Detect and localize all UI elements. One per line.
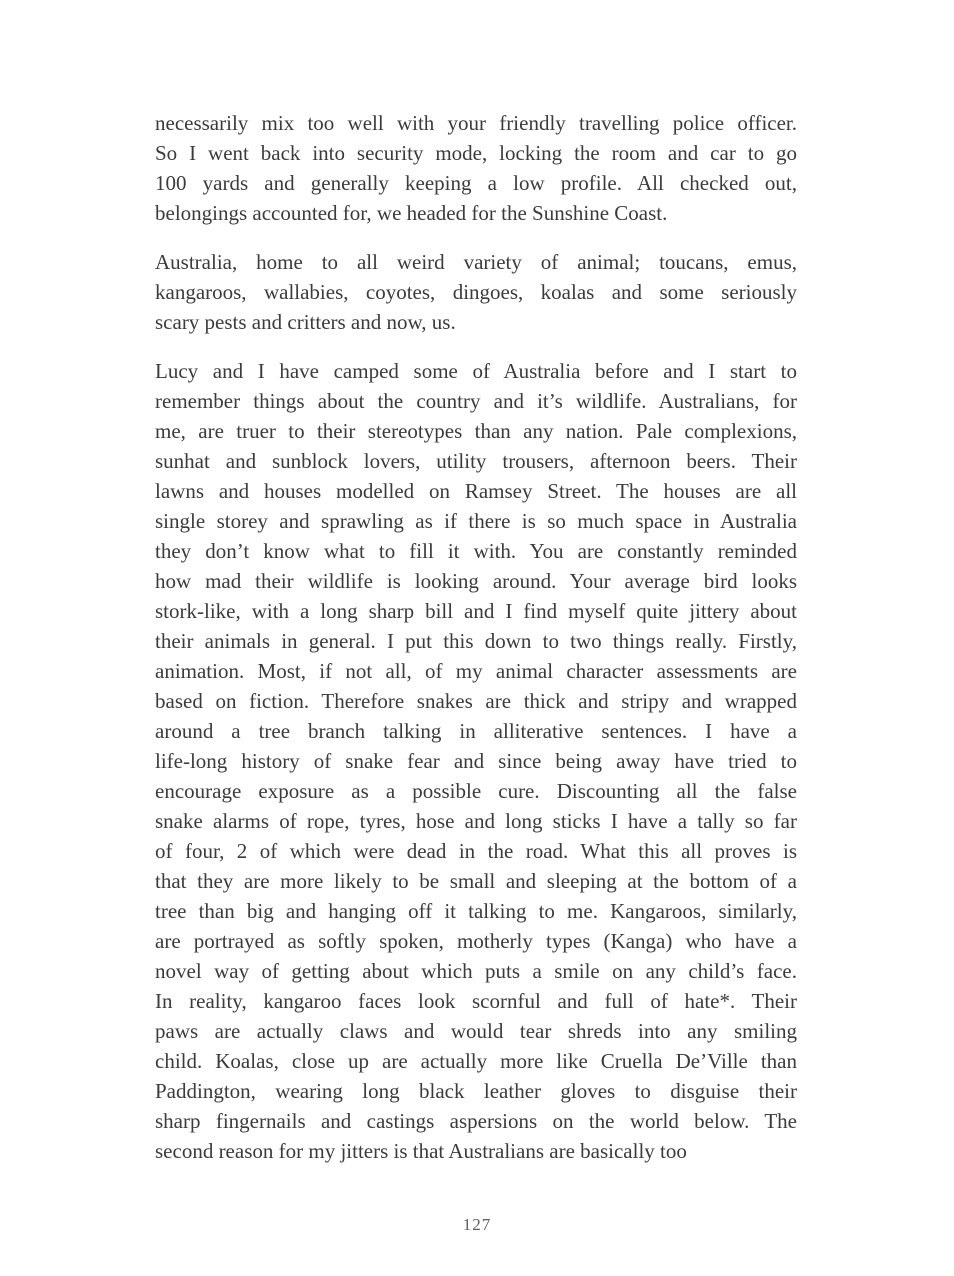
text-line: sharp fingernails and castings aspersions on the world below. The	[155, 1109, 797, 1133]
text-line: of four, 2 of which were dead in the road. What this all proves is	[155, 839, 797, 863]
paragraph	[155, 247, 797, 337]
text-line: sunhat and sunblock lovers, utility trousers, afternoon beers. Their	[155, 449, 797, 473]
text-line: encourage exposure as a possible cure. Discounting all the false	[155, 779, 797, 803]
text-line: that they are more likely to be small and sleeping at the bottom of a	[155, 869, 797, 893]
text-line: their animals in general. I put this down to two things really. Firstly,	[155, 629, 797, 653]
text-line: animation. Most, if not all, of my animal character assessments are	[155, 659, 797, 683]
text-line: In reality, kangaroo faces look scornful and full of hate*. Their	[155, 989, 797, 1013]
text-line: kangaroos, wallabies, coyotes, dingoes, koalas and some seriously	[155, 280, 797, 304]
text-line: remember things about the country and it’s wildlife. Australians, for	[155, 389, 797, 413]
text-line: snake alarms of rope, tyres, hose and long sticks I have a tally so far	[155, 809, 797, 833]
text-line: stork-like, with a long sharp bill and I find myself quite jittery about	[155, 599, 797, 623]
text-line: Lucy and I have camped some of Australia before and I start to	[155, 359, 797, 383]
text-line: second reason for my jitters is that Australians are basically too	[155, 1139, 687, 1163]
text-line: lawns and houses modelled on Ramsey Street. The houses are all	[155, 479, 797, 503]
text-line: around a tree branch talking in alliterative sentences. I have a	[155, 719, 797, 743]
text-line: 100 yards and generally keeping a low profile. All checked out,	[155, 171, 797, 195]
text-line: how mad their wildlife is looking around. Your average bird looks	[155, 569, 797, 593]
text-line: are portrayed as softly spoken, motherly types (Kanga) who have a	[155, 929, 797, 953]
text-line: So I went back into security mode, locking the room and car to go	[155, 141, 797, 165]
text-line: tree than big and hanging off it talking to me. Kangaroos, similarly,	[155, 899, 797, 923]
text-line: Paddington, wearing long black leather gloves to disguise their	[155, 1079, 797, 1103]
text-line: child. Koalas, close up are actually more like Cruella De’Ville than	[155, 1049, 797, 1073]
paragraph	[155, 356, 797, 1166]
text-line: they don’t know what to fill it with. You are constantly reminded	[155, 539, 797, 563]
page-number: 127	[462, 1215, 492, 1234]
text-line: based on fiction. Therefore snakes are thick and stripy and wrapped	[155, 689, 797, 713]
text-line: me, are truer to their stereotypes than any nation. Pale complexions,	[155, 419, 797, 443]
text-line: belongings accounted for, we headed for the Sunshine Coast.	[155, 201, 668, 225]
text-line: paws are actually claws and would tear shreds into any smiling	[155, 1019, 797, 1043]
text-line: single storey and sprawling as if there is so much space in Australia	[155, 509, 797, 533]
text-line: life-long history of snake fear and since being away have tried to	[155, 749, 797, 773]
paragraph	[155, 108, 797, 228]
text-line: Australia, home to all weird variety of animal; toucans, emus,	[155, 250, 797, 274]
text-line: scary pests and critters and now, us.	[155, 310, 456, 334]
text-line: novel way of getting about which puts a smile on any child’s face.	[155, 959, 797, 983]
page-text	[155, 108, 797, 1185]
text-line: necessarily mix too well with your friendly travelling police officer.	[155, 111, 797, 135]
